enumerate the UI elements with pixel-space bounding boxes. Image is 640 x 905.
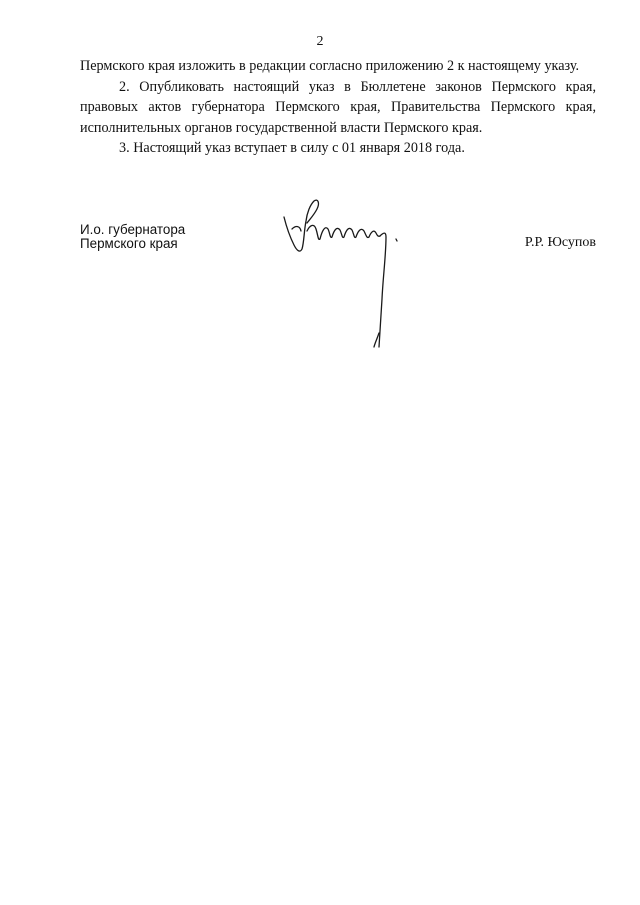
signer-title-line-2: Пермского края: [80, 236, 178, 251]
page-number: 2: [316, 34, 324, 49]
signer-title-line-1: И.о. губернатора: [80, 222, 186, 237]
paragraph-item-2: 2. Опубликовать настоящий указ в Бюллетене законов Пермского края, правовых актов губернатора Пермского края, Правительства Пермского края, исполнительных органов государственной власти Пермского края.: [80, 78, 596, 136]
paragraph-continuation: Пермского края изложить в редакции согласно приложению 2 к настоящему указу.: [80, 58, 580, 74]
document-body: [80, 56, 596, 159]
signer-name: Р.Р. Юсупов: [524, 235, 596, 250]
handwritten-signature-icon: [270, 195, 420, 355]
paragraph-item-3: 3. Настоящий указ вступает в силу с 01 января 2018 года.: [119, 140, 465, 157]
signer-title: [80, 223, 185, 251]
